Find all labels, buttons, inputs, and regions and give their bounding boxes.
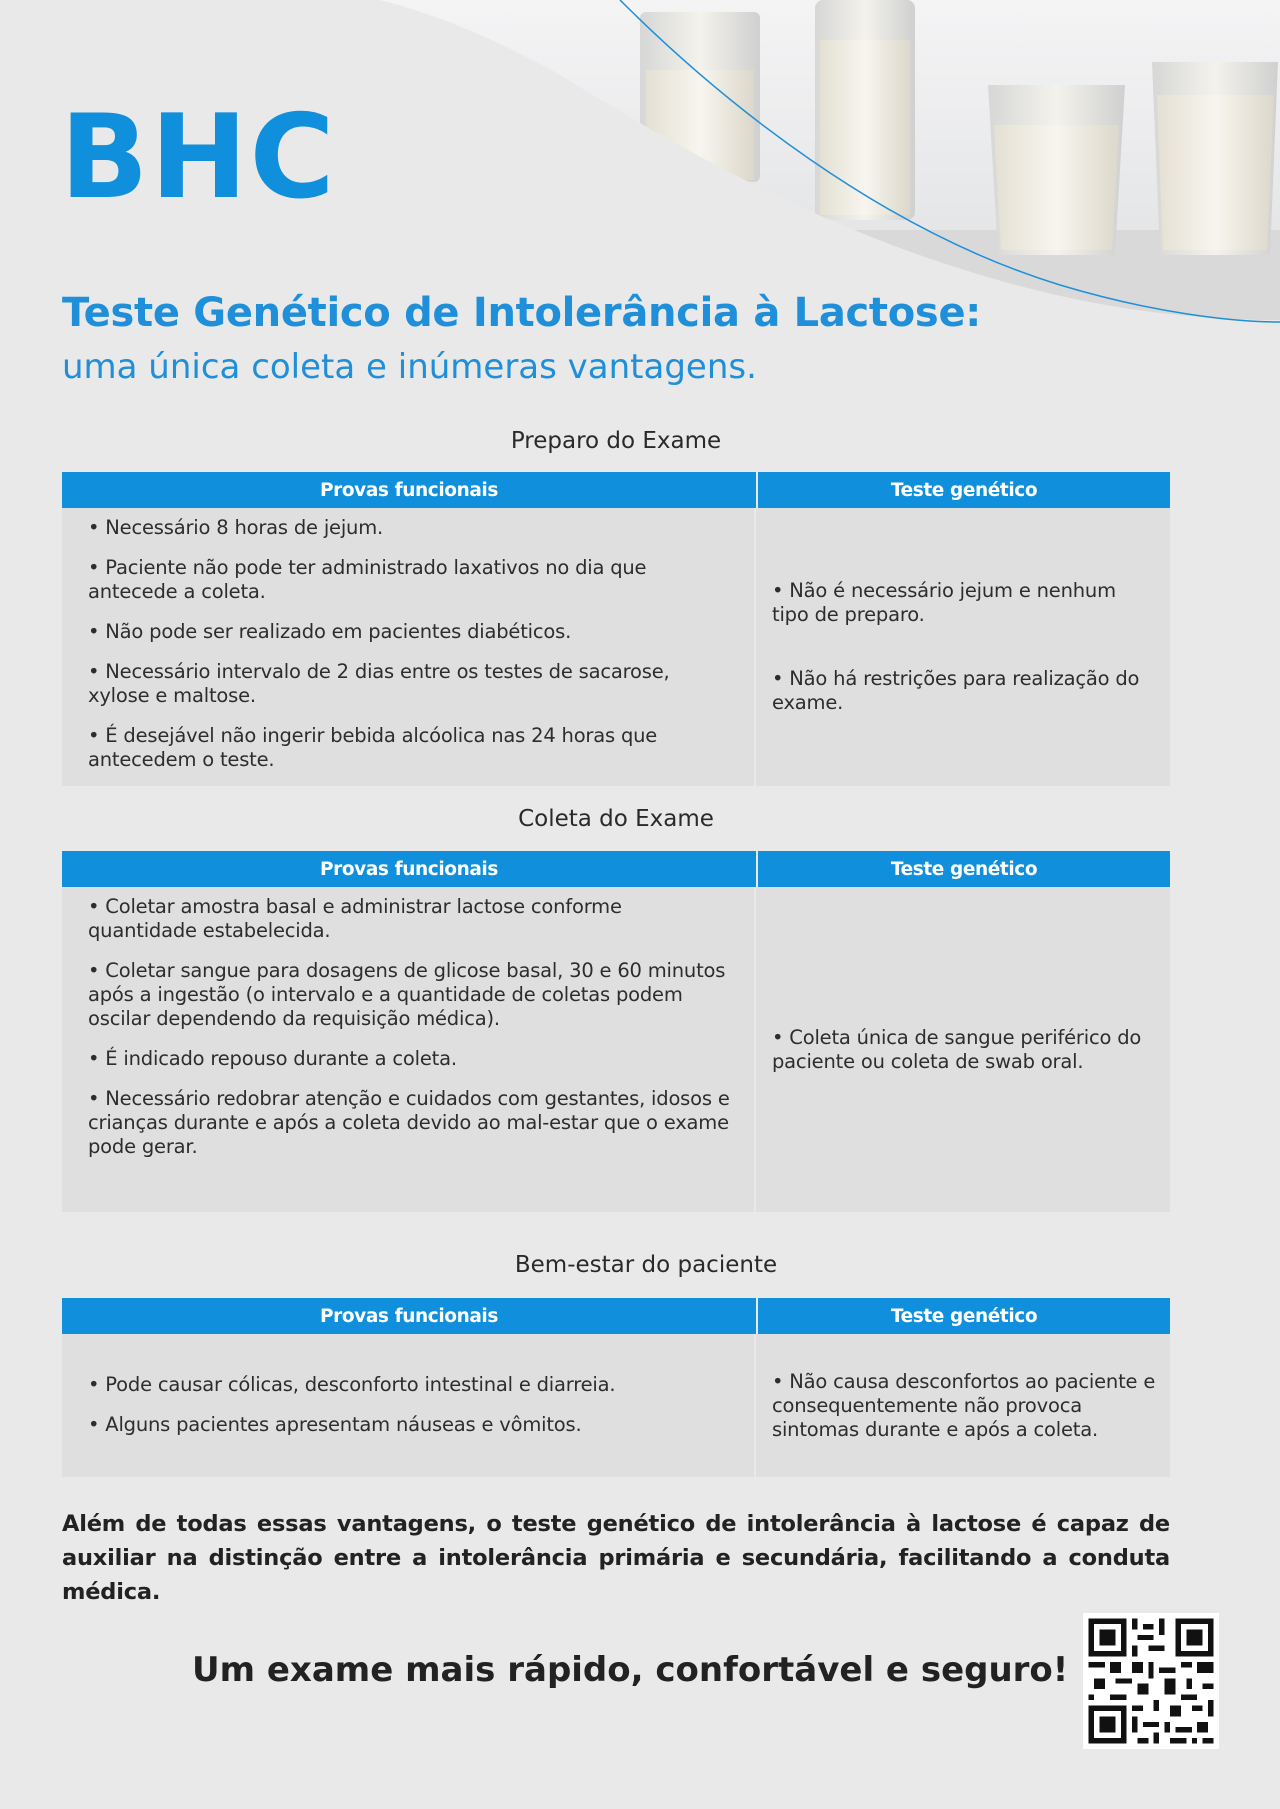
- list-item: • É indicado repouso durante a coleta.: [88, 1047, 457, 1070]
- list-item: • Necessário 8 horas de jejum.: [88, 516, 384, 539]
- list-item: • Necessário intervalo de 2 dias entre os testes de sacarose, xylose e maltose.: [88, 660, 670, 707]
- cell-teste: [756, 1334, 1170, 1477]
- list-item: • Não há restrições para realização do exame.: [772, 667, 1140, 714]
- column-header-teste: Teste genético: [758, 472, 1170, 508]
- slogan: Um exame mais rápido, confortável e seguro!: [192, 1650, 1069, 1690]
- list-item: • É desejável não ingerir bebida alcóolica nas 24 horas que antecedem o teste.: [88, 724, 658, 771]
- page-title: Teste Genético de Intolerância à Lactose:: [62, 290, 981, 336]
- qr-code-icon[interactable]: [1083, 1613, 1219, 1749]
- list-item: • Não é necessário jejum e nenhum tipo de preparo.: [772, 579, 1116, 626]
- column-header-provas: Provas funcionais: [62, 851, 758, 887]
- cell-provas: [62, 1334, 756, 1477]
- list-item: • Não causa desconfortos ao paciente e consequentemente não provoca sintomas durante e após a coleta.: [772, 1369, 1156, 1441]
- cell-teste: [756, 887, 1170, 1212]
- list-item: • Coletar sangue para dosagens de glicose basal, 30 e 60 minutos após a ingestão (o intervalo e a quantidade de coletas podem oscilar dependendo da requisição médica).: [88, 959, 726, 1030]
- closing-paragraph: Além de todas essas vantagens, o teste genético de intolerância à lactose é capaz de auxiliar na distinção entre a intolerância primária e secundária, facilitando a conduta médica.: [62, 1511, 1170, 1605]
- column-header-teste: Teste genético: [758, 851, 1170, 887]
- section-title-preparo: Preparo do Exame: [510, 428, 722, 454]
- list-item: • Necessário redobrar atenção e cuidados com gestantes, idosos e crianças durante e após a coleta devido ao mal-estar que o exame pode gerar.: [88, 1087, 730, 1158]
- column-header-provas: Provas funcionais: [62, 472, 758, 508]
- cell-teste: [756, 508, 1170, 786]
- table-bem-estar: [62, 1298, 1170, 1477]
- list-item: • Coleta única de sangue periférico do paciente ou coleta de swab oral.: [772, 1025, 1142, 1073]
- column-header-provas: Provas funcionais: [62, 1298, 758, 1334]
- table-coleta: [62, 851, 1170, 1212]
- list-item: • Alguns pacientes apresentam náuseas e vômitos.: [88, 1412, 582, 1436]
- section-title-coleta: Coleta do Exame: [518, 806, 714, 832]
- list-item: • Não pode ser realizado em pacientes diabéticos.: [88, 620, 572, 643]
- cell-provas: [62, 887, 756, 1212]
- cell-provas: [62, 508, 756, 786]
- table-preparo: [62, 472, 1170, 786]
- section-title-bem-estar: Bem-estar do paciente: [514, 1252, 778, 1278]
- list-item: • Coletar amostra basal e administrar lactose conforme quantidade estabelecida.: [88, 895, 622, 942]
- bhc-logo: BHC: [60, 90, 337, 225]
- list-item: • Paciente não pode ter administrado laxativos no dia que antecede a coleta.: [88, 556, 647, 603]
- list-item: • Pode causar cólicas, desconforto intestinal e diarreia.: [88, 1372, 616, 1396]
- page-subtitle: uma única coleta e inúmeras vantagens.: [62, 347, 757, 387]
- column-header-teste: Teste genético: [758, 1298, 1170, 1334]
